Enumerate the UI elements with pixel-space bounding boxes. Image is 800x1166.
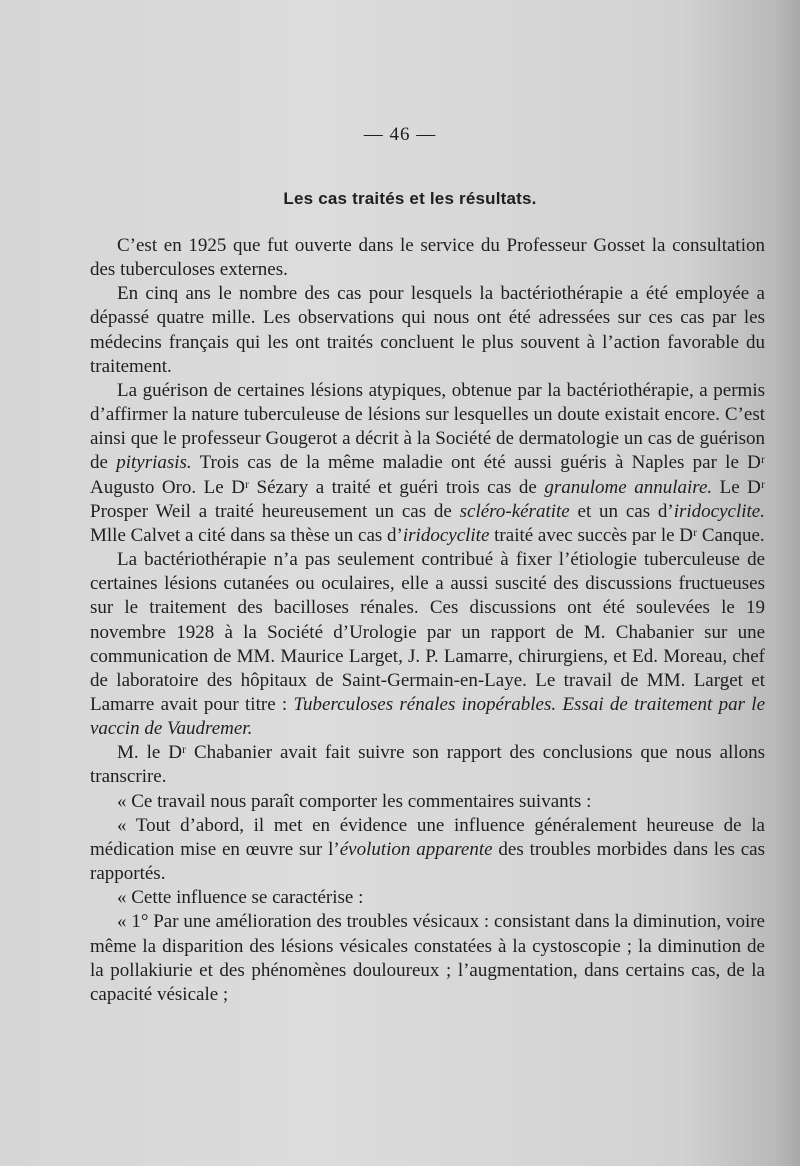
term-granulome-annulaire: granulome annulaire. bbox=[544, 476, 713, 498]
text-run: des troubles morbides dans les cas rapportés. bbox=[90, 838, 765, 885]
text-run: et un cas d’ bbox=[569, 500, 674, 522]
paragraph-quote-point-1: « 1° Par une amélioration des troubles vésicaux : consistant dans la diminution, voire même la disparition des lésions vésicales constatées à la cystoscopie ; la diminution de la pollakiurie et des phénomènes douloureux ; l’augmentation, dans certains cas, de la capacité vésicale ; bbox=[90, 911, 765, 1005]
text-run: La bactériothérapie n’a pas seulement contribué à fixer l’étiologie tuberculeuse de certaines lésions cutanées ou oculaires, elle a aussi suscité des discussions fructueuses sur le traitement des bacilloses rénales. Ces discussions ont été soulevées le 19 novembre 1928 à la Société d’Urologie par un rapport de M. Chabanier sur une communication de MM. Maurice Larget, J. P. Lamarre, chirurgiens, et Ed. Moreau, chef de laboratoire des hôpitaux de Saint-Germain-en-Laye. Le travail de MM. Larget et Lamarre avait pour titre : bbox=[90, 549, 765, 715]
text-run: « Tout d’abord, il met en évidence une influence généralement heureuse de la médication mise en œuvre sur l’ bbox=[90, 814, 765, 860]
page-number: — 46 — bbox=[363, 124, 437, 145]
paragraph-consultation: C’est en 1925 que fut ouverte dans le service du Professeur Gosset la consultation des tuberculoses externes. bbox=[90, 235, 765, 281]
paragraph-chabanier: M. le Dʳ Chabanier avait fait suivre son rapport des conclusions que nous allons transcrire. bbox=[90, 742, 765, 788]
paragraph-quote-characterized: « Cette influence se caractérise : bbox=[117, 887, 364, 909]
paragraph-quote-intro: « Ce travail nous paraît comporter les commentaires suivants : bbox=[117, 790, 592, 812]
paragraph-atypical-lesions bbox=[90, 379, 765, 548]
paragraph-statistics: En cinq ans le nombre des cas pour lesquels la bactériothérapie a été employée a dépassé quatre mille. Les observations qui nous ont été adressées sur ces cas par les médecins français qui les ont traités concluent le plus souvent à l’action favorable du traitement. bbox=[90, 283, 765, 377]
text-run: traité avec succès par le Dʳ Canque. bbox=[489, 524, 765, 546]
section-title: Les cas traités et les résultats. bbox=[283, 189, 537, 208]
text-run: Mlle Calvet a cité dans sa thèse un cas d’ bbox=[90, 524, 403, 546]
text-run: Trois cas de la même maladie ont été aussi guéris à Naples par le Dʳ Augusto Oro. Le Dʳ Sézary a traité et guéri trois cas de bbox=[90, 452, 766, 498]
paragraph-renal-bacilloses bbox=[90, 548, 765, 741]
term-iridocyclite-2: iridocyclite bbox=[402, 524, 490, 546]
text-run: La guérison de certaines lésions atypiques, obtenue par la bactériothérapie, a permis d’affirmer la nature tuberculeuse de lésions sur lesquelles un doute existait encore. C’est ainsi que le professeur Gougerot a décrit à la Société de dermatologie un cas de guérison de bbox=[90, 379, 765, 474]
paragraph-quote-influence bbox=[90, 814, 765, 886]
term-iridocyclite: iridocyclite. bbox=[673, 500, 765, 522]
work-title: Tuberculoses rénales inopérables. Essai de traitement par le vaccin de Vaudremer. bbox=[90, 693, 765, 740]
term-pityriasis: pityriasis. bbox=[116, 452, 192, 474]
text-run: Le Dʳ Prosper Weil a traité heureusement un cas de bbox=[90, 476, 765, 522]
body-text bbox=[90, 234, 765, 1007]
term-sclero-keratite: scléro-kératite bbox=[459, 500, 570, 522]
term-evolution-apparente: évolution apparente bbox=[339, 838, 493, 860]
